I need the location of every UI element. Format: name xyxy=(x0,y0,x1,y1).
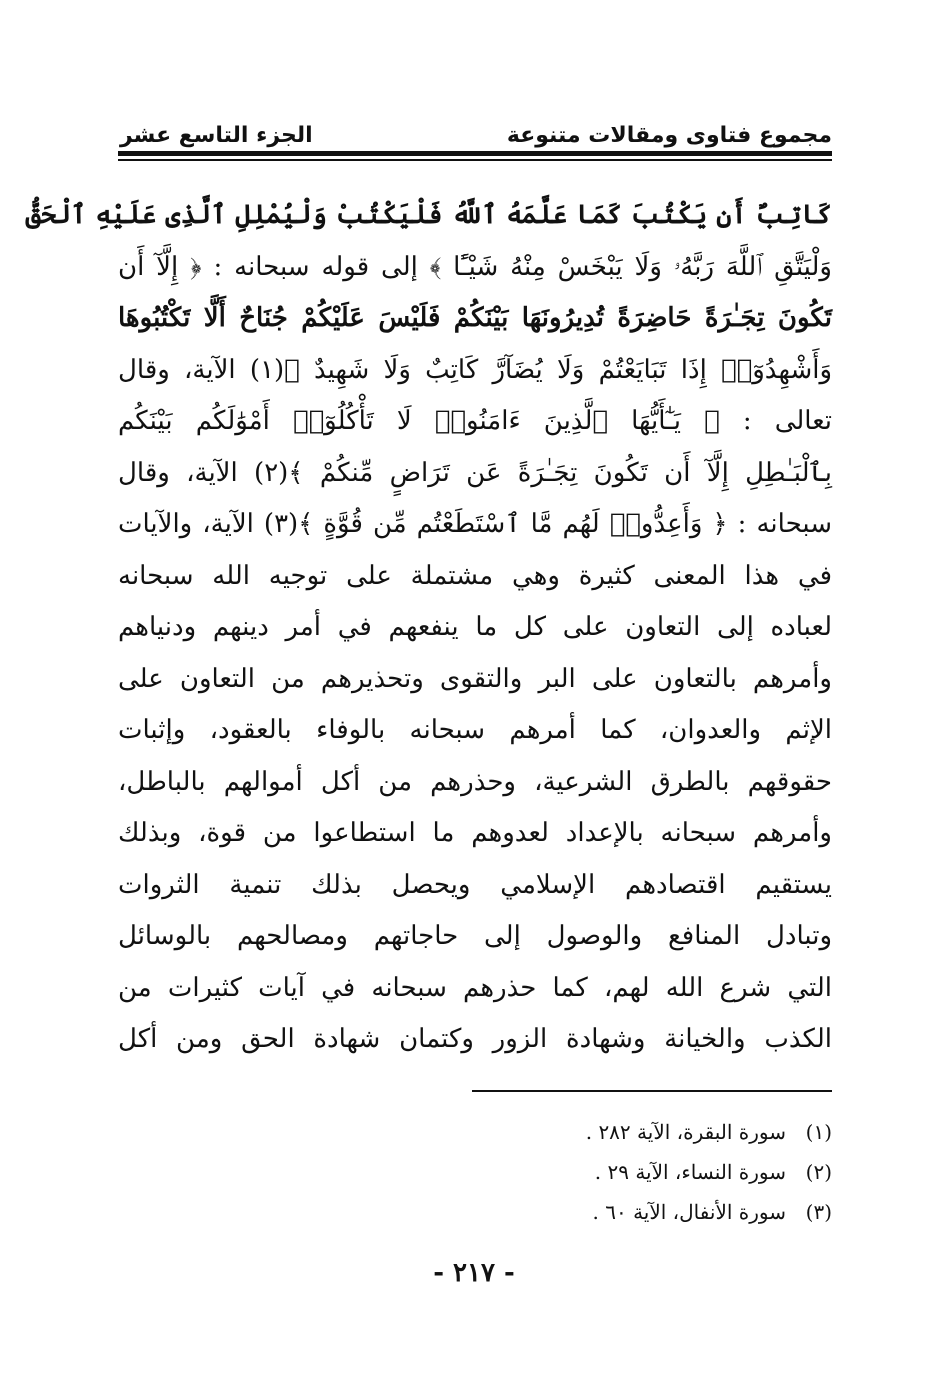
header-book-title: مجموع فتاوى ومقالات متنوعة xyxy=(506,123,832,148)
footnote-number: (١) xyxy=(805,1120,832,1144)
text-line: وَأَشْهِدُوٓا۟ إِذَا تَبَايَعْتُمْ وَلَا يُضَآرَّ كَاتِبٌ وَلَا شَهِيدٌ ﴾(١) الآية، وقال xyxy=(118,354,833,385)
footnote-number: (٢) xyxy=(805,1160,832,1184)
footnote-separator xyxy=(472,1090,832,1092)
text-line: الإثم والعدوان، كما أمرهم سبحانه بالوفاء بالعقود، وإثبات xyxy=(118,715,832,745)
text-line: سبحانه : ﴿ وَأَعِدُّوا۟ لَهُم مَّا ٱسْتَطَعْتُم مِّن قُوَّةٍ ﴾(٣) الآية، والآيات xyxy=(118,509,832,539)
text-line: وأمرهم سبحانه بالإعداد لعدوهم ما استطاعوا من قوة، وبذلك xyxy=(118,818,832,848)
text-line: وَلْيَتَّقِ ٱللَّهَ رَبَّهُۥ وَلَا يَبْخَسْ مِنْهُ شَيْـًٔا ﴾ إلى قوله سبحانه : ﴿ إِلَّآ أَن xyxy=(118,251,832,282)
text-line: لعباده إلى التعاون على كل ما ينفعهم في أمر دينهم ودنياهم xyxy=(118,612,832,642)
footnote-text: سورة الأنفال، الآية ٦٠ . xyxy=(592,1200,786,1224)
text-line: الكذب والخيانة وشهادة الزور وكتمان شهادة الحق ومن أكل xyxy=(118,1024,832,1054)
page-number: - ٢١٧ - xyxy=(433,1258,515,1288)
text-line: تعالى : ﴿ يَـٰٓأَيُّهَا ٱلَّذِينَ ءَامَنُوا۟ لَا تَأْكُلُوٓا۟ أَمْوَٰلَكُم بَيْنَكُم xyxy=(118,406,832,436)
text-line: التي شرع الله لهم، كما حذرهم سبحانه في آيات كثيرات من xyxy=(118,972,832,1003)
text-line: تَكُونَ تِجَـٰرَةً حَاضِرَةً تُدِيرُونَهَا بَيْنَكُمْ فَلَيْسَ عَلَيْكُمْ جُنَاحٌ أَلَّا تَكْتُبُوهَا xyxy=(118,303,832,333)
footnote-item xyxy=(118,1152,832,1192)
text-line: وأمرهم بالتعاون على البر والتقوى وتحذيرهم من التعاون على xyxy=(118,663,832,694)
footnote-item xyxy=(118,1192,832,1232)
running-header xyxy=(120,108,832,148)
footnotes xyxy=(118,1112,832,1232)
header-rule xyxy=(118,151,832,156)
body-text xyxy=(25,190,833,1066)
text-line: كَاتِبٌ أَن يَكْتُبَ كَمَا عَلَّمَهُ ٱللَّهُ فَلْيَكْتُبْ وَلْيُمْلِلِ ٱلَّذِى عَلَيْهِ ٱلْحَقُّ xyxy=(25,200,832,230)
text-line: وتبادل المنافع والوصول إلى حاجاتهم ومصالحهم بالوسائل xyxy=(118,921,832,951)
footnote-text: سورة النساء، الآية ٢٩ . xyxy=(594,1160,786,1184)
text-line: بِٱلْبَـٰطِلِ إِلَّآ أَن تَكُونَ تِجَـٰرَةً عَن تَرَاضٍ مِّنكُمْ ﴾(٢) الآية، وقال xyxy=(118,457,832,488)
header-rule-thin xyxy=(118,159,832,161)
text-line: حقوقهم بالطرق الشرعية، وحذرهم من أكل أموالهم بالباطل، xyxy=(118,766,832,797)
footnote-item xyxy=(118,1112,832,1152)
text-line: في هذا المعنى كثيرة وهي مشتملة على توجيه الله سبحانه xyxy=(118,560,832,591)
footnote-text: سورة البقرة، الآية ٢٨٢ . xyxy=(585,1120,786,1144)
header-volume-title: الجزء التاسع عشر xyxy=(120,123,313,148)
text-line: يستقيم اقتصادهم الإسلامي ويحصل بذلك تنمية الثروات xyxy=(118,869,832,900)
footnote-number: (٣) xyxy=(805,1200,832,1224)
